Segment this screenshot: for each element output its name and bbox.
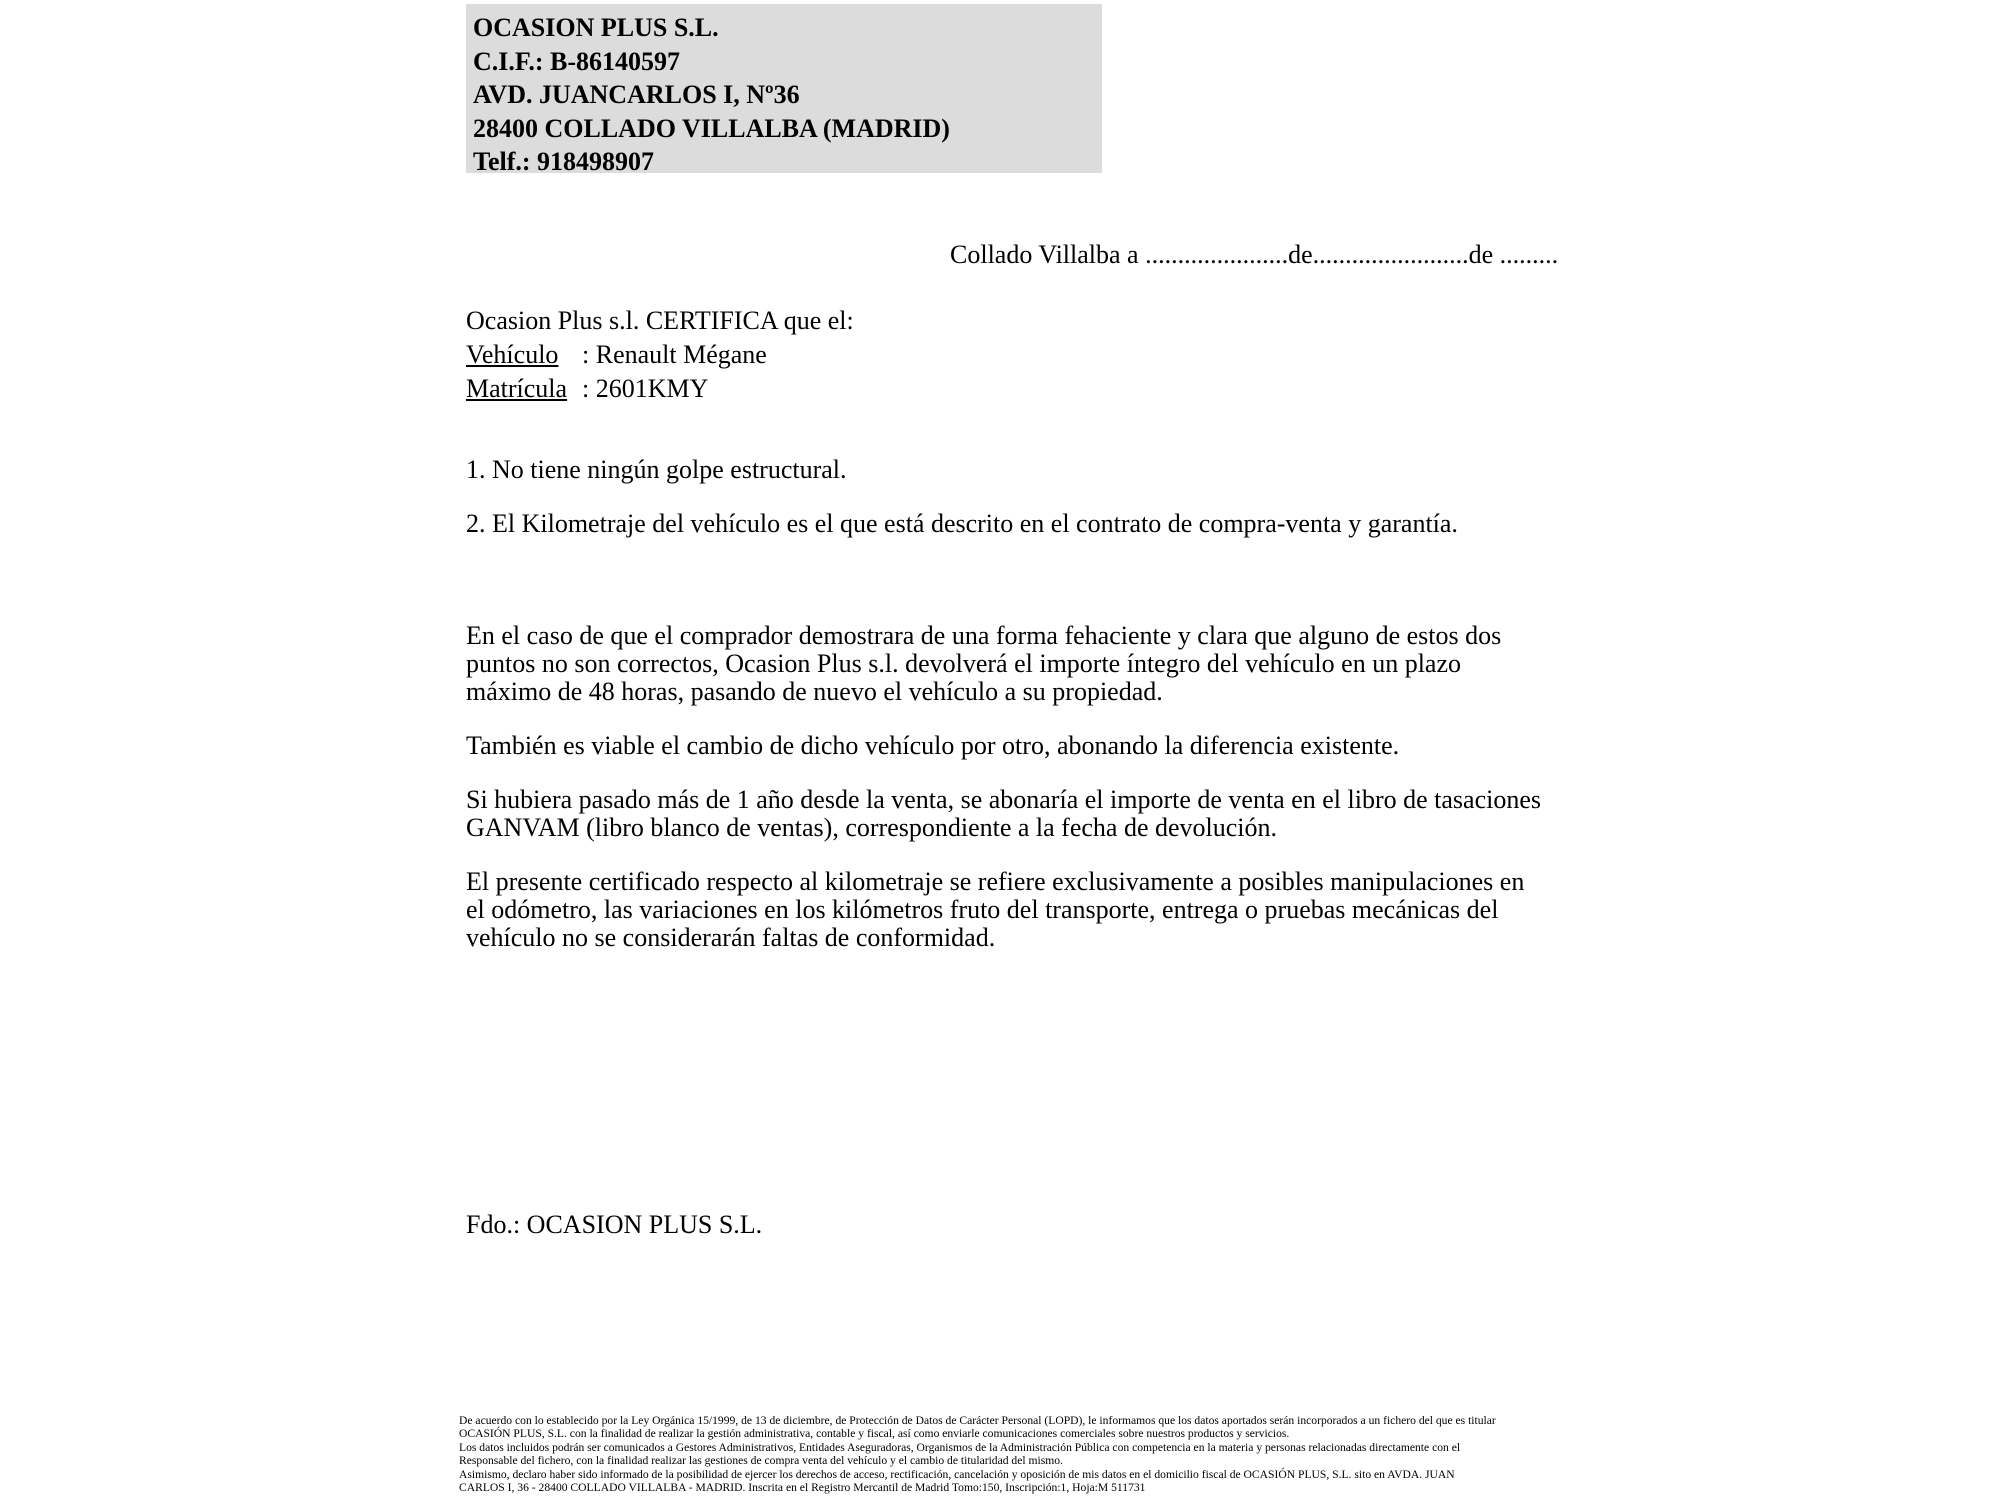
plate-field <box>466 372 854 406</box>
certification-points <box>466 456 1586 564</box>
legal-footer-line: Responsable del fichero, con la finalidad realizar las gestiones de compra venta del vehículo y el cambio de titularidad del mismo. <box>459 1454 1063 1468</box>
paragraph-ganvam: Si hubiera pasado más de 1 año desde la venta, se abonaría el importe de venta en el libro de tasaciones GANVAM (libro blanco de ventas), correspondiente a la fecha de devolución. <box>466 785 1542 842</box>
plate-label: Matrícula <box>466 374 568 403</box>
legal-footer-line: Los datos incluidos podrán ser comunicados a Gestores Administrativos, Entidades Aseguradoras, Organismos de la Administración Pública con competencia en la materia y personas relacionadas directamente con el <box>459 1440 1461 1454</box>
point-1: 1. No tiene ningún golpe estructural. <box>466 455 847 484</box>
company-cif: C.I.F.: B-86140597 <box>473 46 681 76</box>
legal-footer-line: Asimismo, declaro haber sido informado de la posibilidad de ejercer los derechos de acceso, rectificación, cancelación y oposición de mis datos en el domicilio fiscal de OCASIÓN PLUS, S.L. sito en AVDA. JUAN <box>459 1467 1455 1481</box>
company-phone: Telf.: 918498907 <box>473 147 655 176</box>
vehicle-value: : Renault Mégane <box>582 340 767 369</box>
date-line: Collado Villalba a ......................de........................de ......... <box>950 240 1559 269</box>
signature-line: Fdo.: OCASION PLUS S.L. <box>466 1210 763 1239</box>
company-header-block <box>466 4 1102 176</box>
certificate-block <box>466 304 854 406</box>
body-paragraphs <box>466 622 1541 978</box>
company-name: OCASION PLUS S.L. <box>473 13 719 42</box>
point-2: 2. El Kilometraje del vehículo es el que está descrito en el contrato de compra-venta y garantía. <box>466 509 1458 538</box>
plate-value: : 2601KMY <box>582 374 709 403</box>
paragraph-exchange: También es viable el cambio de dicho vehículo por otro, abonando la diferencia existente. <box>466 731 1400 760</box>
company-address: AVD. JUANCARLOS I, Nº36 <box>473 80 800 109</box>
vehicle-label: Vehículo <box>466 340 559 369</box>
paragraph-odometer: El presente certificado respecto al kilometraje se refiere exclusivamente a posibles manipulaciones en el odómetro, las variaciones en los kilómetros fruto del transporte, entrega o pruebas mecánicas del vehículo no se considerarán faltas de conformidad. <box>466 867 1525 952</box>
legal-footer-line: De acuerdo con lo establecido por la Ley Orgánica 15/1999, de 13 de diciembre, de Protección de Datos de Carácter Personal (LOPD), le informamos que los datos aportados serán incorporados a un fichero del que es titular <box>459 1414 1496 1427</box>
paragraph-refund: En el caso de que el comprador demostrara de una forma fehaciente y clara que alguno de estos dos puntos no son correctos, Ocasion Plus s.l. devolverá el importe íntegro del vehículo en un plazo máximo de 48 horas, pasando de nuevo el vehículo a su propiedad. <box>466 621 1502 706</box>
company-city: 28400 COLLADO VILLALBA (MADRID) <box>473 113 950 143</box>
certificate-intro: Ocasion Plus s.l. CERTIFICA que el: <box>466 306 854 335</box>
legal-footer-line: CARLOS I, 36 - 28400 COLLADO VILLALBA - MADRID. Inscrita en el Registro Mercantil de Madrid Tomo:150, Inscripción:1, Hoja:M 511731 <box>459 1481 1146 1495</box>
legal-footer <box>459 1414 1496 1494</box>
vehicle-field <box>466 338 854 372</box>
legal-footer-line: OCASIÓN PLUS, S.L. con la finalidad de realizar la gestión administrativa, contable y fiscal, así como enviarle comunicaciones comerciales sobre nuestros productos y servicios. <box>459 1427 1290 1441</box>
